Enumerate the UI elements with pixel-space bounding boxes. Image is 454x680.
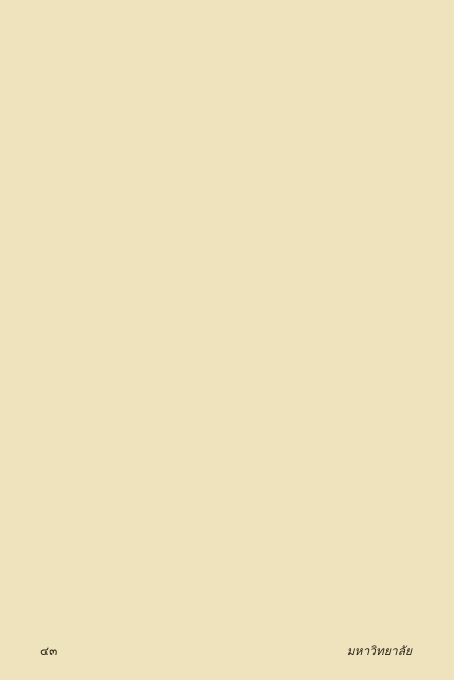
- paragraph: [42, 65, 225, 80]
- footer-title: มหาวิทยาลัย: [346, 644, 412, 658]
- page-number: ๔๓: [40, 644, 58, 658]
- page-footer: [0, 642, 454, 662]
- paragraph: [236, 90, 419, 105]
- left-column: [42, 40, 225, 612]
- paragraph: [236, 40, 419, 55]
- paragraph: [42, 90, 225, 105]
- right-column: [236, 40, 419, 612]
- paragraph: [42, 40, 225, 55]
- paragraph: [236, 65, 419, 80]
